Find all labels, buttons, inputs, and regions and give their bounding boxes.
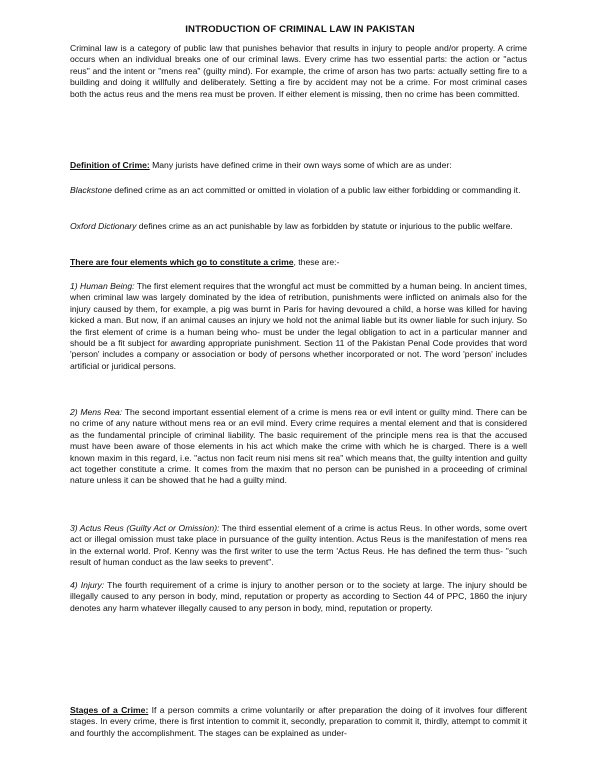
blackstone-name: Blackstone bbox=[70, 185, 113, 195]
blackstone-text: defined crime as an act committed or omitted in violation of a public law either forbidding or commanding it. bbox=[112, 185, 521, 195]
stages-text: If a person commits a crime voluntarily or after preparation the doing of it involves four different stages. In every crime, there is first intention to commit it, secondly, preparation to commit it, thirdly, attempt to commit it and fourthly the accomplishment. The stages can be explained as under- bbox=[70, 705, 527, 738]
stages-paragraph bbox=[70, 705, 527, 739]
actus-reus-paragraph bbox=[70, 523, 527, 569]
mens-rea-paragraph bbox=[70, 407, 527, 487]
actus-reus-text: The third essential element of a crime is actus Reus. In other words, some overt act or illegal omission must take place in pursuance of the guilty intention. Actus Reus is the manifestation of mens rea in the external world. Prof. Kenny was the first writer to use the term 'Actus Reus. He has defined the term thus- "such result of human conduct as the law seeks to prevent". bbox=[70, 523, 527, 568]
mens-rea-text: The second important essential element of a crime is mens rea or evil intent or guilty mind. There can be no crime of any nature without mens rea or an evil mind. Every crime requires a mental element and that is considered as the fundamental principle of criminal liability. The basic requirement of the principle mens rea is that the accused must have been aware of those elements in his act which make the crime with which he is charged. There is a well known maxim in this regard, i.e. "actus non facit reum nisi mens sit rea" which means that, the guilty intention and guilty act together constitute a crime. It comes from the maxim that no person can be punished in a proceeding of criminal nature unless it can be showed that he had a guilty mind. bbox=[70, 407, 527, 486]
elements-heading: There are four elements which go to constitute a crime bbox=[70, 257, 294, 267]
injury-paragraph bbox=[70, 580, 527, 614]
injury-text: The fourth requirement of a crime is injury to another person or to the society at large. The injury should be illegally caused to any person in body, mind, reputation or property as according to Section 44 of PPC, 1860 the injury denotes any harm whatever illegally caused to any person in body, mind, reputation or property. bbox=[70, 580, 527, 613]
oxford-paragraph bbox=[70, 221, 527, 232]
document-title: INTRODUCTION OF CRIMINAL LAW IN PAKISTAN bbox=[185, 24, 415, 35]
elements-text: , these are:- bbox=[293, 257, 340, 267]
human-being-heading: 1) Human Being: bbox=[70, 281, 135, 291]
definition-paragraph bbox=[70, 160, 527, 171]
injury-heading: 4) Injury: bbox=[70, 580, 105, 590]
definition-heading: Definition of Crime: bbox=[70, 160, 150, 170]
blackstone-paragraph bbox=[70, 185, 527, 196]
intro-paragraph: Criminal law is a category of public law that punishes behavior that results in injury to people and/or property. A crime occurs when an individual breaks one of our criminal laws. Every crime has two essential parts: the action or "actus reus" and the intent or "mens rea" (guilty mind). For example, the crime of arson has two parts: actually setting fire to a building and doing it willfully and deliberately. Setting a fire by accident may not be a crime. For most criminal cases both the actus reus and the mens rea must be proven. If either element is missing, then no crime has been committed. bbox=[70, 43, 527, 99]
oxford-text: defines crime as an act punishable by law as forbidden by statute or injurious to the public welfare. bbox=[136, 221, 513, 231]
human-being-text: The first element requires that the wrongful act must be committed by a human being. In ancient times, when criminal law was largely dominated by the idea of retribution, punishments were inflicted on animals also for the injury caused by them, for example, a pig was burnt in Paris for having devoured a child, a horse was killed for having kicked a man. But now, if an animal causes an injury we hold not the animal liable but its owner liable for such injury. So the first element of crime is a human being who- must be under the legal obligation to act in a particular manner and should be a fit subject for awarding appropriate punishment. Section 11 of the Pakistan Penal Code provides that word 'person' includes a company or association or body of persons whether incorporated or not. The word 'person' includes artificial or juridical persons. bbox=[70, 281, 527, 371]
actus-reus-heading: 3) Actus Reus (Guilty Act or Omission): bbox=[70, 523, 220, 533]
elements-paragraph bbox=[70, 257, 527, 268]
oxford-name: Oxford Dictionary bbox=[70, 221, 137, 231]
stages-heading: Stages of a Crime: bbox=[70, 705, 149, 715]
definition-text: Many jurists have defined crime in their own ways some of which are as under: bbox=[149, 160, 452, 170]
mens-rea-heading: 2) Mens Rea: bbox=[70, 407, 123, 417]
human-being-paragraph bbox=[70, 281, 527, 372]
